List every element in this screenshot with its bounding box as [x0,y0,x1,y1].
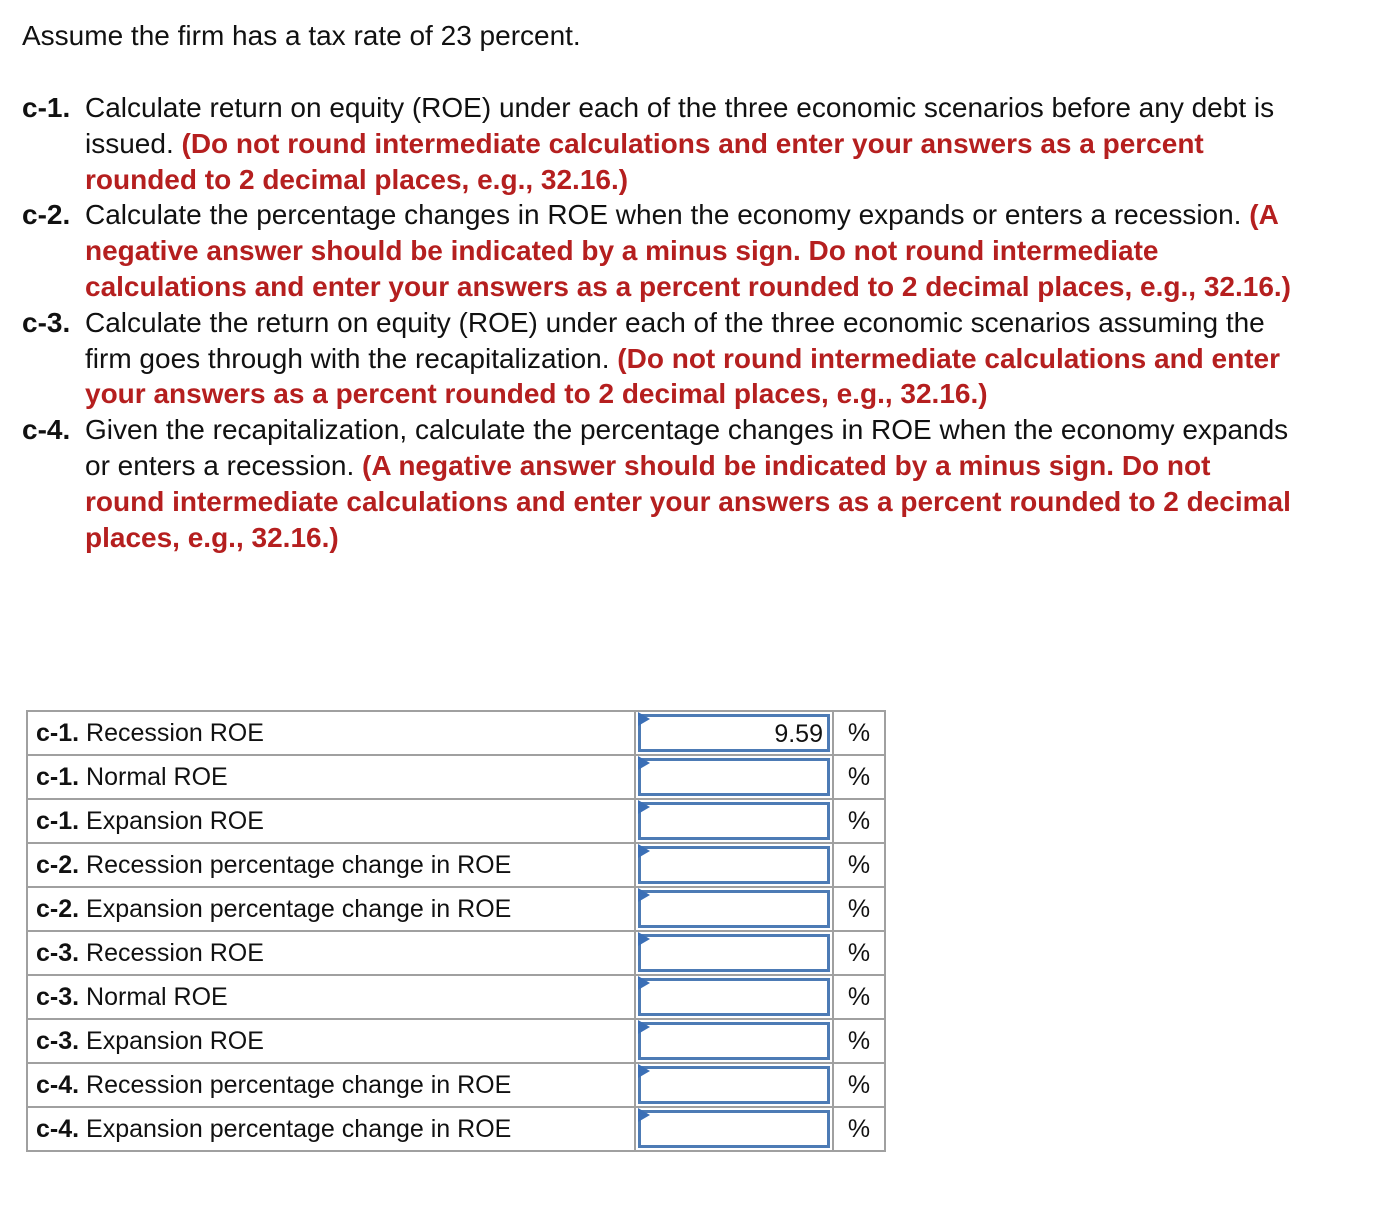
edit-flag-icon [638,1064,650,1078]
edit-flag-icon [638,800,650,814]
row-label-text: Normal ROE [86,982,228,1011]
row-label-text: Recession ROE [86,718,264,747]
question-part-c4 [22,412,1292,555]
answer-input[interactable] [638,1110,830,1148]
row-label-text: Expansion ROE [86,1026,264,1055]
answer-row [27,1019,885,1063]
unit-label: % [833,711,885,755]
question-part-c3 [22,305,1292,412]
answer-cell [635,887,833,931]
unit-label: % [833,1019,885,1063]
question-part-c2 [22,197,1292,304]
question-parts [22,90,1292,555]
answer-input[interactable] [638,758,830,796]
part-text: Calculate return on equity (ROE) under each of the three economic scenarios before any debt is issued. [85,92,1275,159]
unit-label: % [833,1063,885,1107]
answer-row [27,1107,885,1151]
answer-input[interactable] [638,802,830,840]
row-prefix: c-4. [36,1070,80,1099]
row-label [27,755,635,799]
part-number: c-1. [22,92,71,123]
intro-text: Assume the firm has a tax rate of 23 percent. [22,20,581,51]
answer-input[interactable] [638,978,830,1016]
answer-table [26,710,886,1152]
answer-cell [635,711,833,755]
answer-cell [635,843,833,887]
answer-input[interactable] [638,846,830,884]
part-number: c-3. [22,306,71,338]
row-label-text: Expansion ROE [86,806,264,835]
part-body [85,305,1292,412]
unit-label: % [833,887,885,931]
answer-row [27,843,885,887]
answer-row [27,755,885,799]
answer-cell [635,1107,833,1151]
row-label-text: Expansion percentage change in ROE [86,1114,512,1143]
edit-flag-icon [638,756,650,770]
row-prefix: c-3. [36,982,80,1011]
answer-cell [635,975,833,1019]
answer-input[interactable]: 9.59 [638,714,830,752]
part-text: Given the recapitalization, calculate the percentage changes in ROE when the economy expands or enters a recession. [85,414,1289,481]
answer-cell [635,799,833,843]
edit-flag-icon [638,844,650,858]
answer-cell [635,1019,833,1063]
answer-cell [635,755,833,799]
edit-flag-icon [638,888,650,902]
row-label [27,1019,635,1063]
edit-flag-icon [638,712,650,726]
row-label [27,843,635,887]
row-label [27,711,635,755]
edit-flag-icon [638,1108,650,1122]
row-prefix: c-2. [36,850,80,879]
row-label-text: Recession ROE [86,938,264,967]
answer-cell [635,931,833,975]
answer-row [27,711,885,755]
row-label [27,975,635,1019]
answer-row [27,931,885,975]
answer-input[interactable] [638,934,830,972]
answer-row [27,975,885,1019]
answer-input[interactable] [638,890,830,928]
unit-label: % [833,975,885,1019]
part-note: (A negative answer should be indicated by a minus sign. Do not round intermediate calculations and enter your answers as a percent rounded to 2 decimal places, e.g., 32.16.) [85,449,1291,553]
row-prefix: c-4. [36,1114,80,1143]
unit-label: % [833,931,885,975]
answer-row [27,799,885,843]
unit-label: % [833,755,885,799]
row-label [27,887,635,931]
row-label-text: Recession percentage change in ROE [86,1070,512,1099]
row-label [27,931,635,975]
row-prefix: c-1. [36,718,80,747]
row-label-text: Expansion percentage change in ROE [86,894,512,923]
part-body [85,412,1292,555]
edit-flag-icon [638,1020,650,1034]
part-body [85,90,1292,197]
unit-label: % [833,843,885,887]
row-label [27,1107,635,1151]
part-text: Calculate the percentage changes in ROE when the economy expands or enters a recession. [85,199,1242,231]
row-label-text: Recession percentage change in ROE [86,850,512,879]
part-note: (A negative answer should be indicated by a minus sign. Do not round intermediate calculations and enter your answers as a percent rounded to 2 decimal places, e.g., 32.16.) [85,199,1291,302]
row-prefix: c-3. [36,1026,80,1055]
answer-input[interactable] [638,1066,830,1104]
unit-label: % [833,799,885,843]
answer-row [27,887,885,931]
edit-flag-icon [638,976,650,990]
row-prefix: c-2. [36,894,80,923]
part-text: Calculate the return on equity (ROE) under each of the three economic scenarios assuming the firm goes through with the recapitalization. [85,306,1265,374]
answer-input[interactable] [638,1022,830,1060]
answer-cell [635,1063,833,1107]
row-label [27,1063,635,1107]
edit-flag-icon [638,932,650,946]
row-label-text: Normal ROE [86,762,228,791]
row-prefix: c-1. [36,806,80,835]
answer-row [27,1063,885,1107]
question-part-c1 [22,90,1292,197]
row-prefix: c-1. [36,762,80,791]
unit-label: % [833,1107,885,1151]
row-prefix: c-3. [36,938,80,967]
part-body [85,197,1292,304]
row-label [27,799,635,843]
part-note: (Do not round intermediate calculations and enter your answers as a percent rounded to 2 decimal places, e.g., 32.16.) [85,342,1281,410]
part-number: c-4. [22,414,71,446]
part-number: c-2. [22,199,71,231]
part-note: (Do not round intermediate calculations and enter your answers as a percent rounded to 2 decimal places, e.g., 32.16.) [85,127,1204,195]
